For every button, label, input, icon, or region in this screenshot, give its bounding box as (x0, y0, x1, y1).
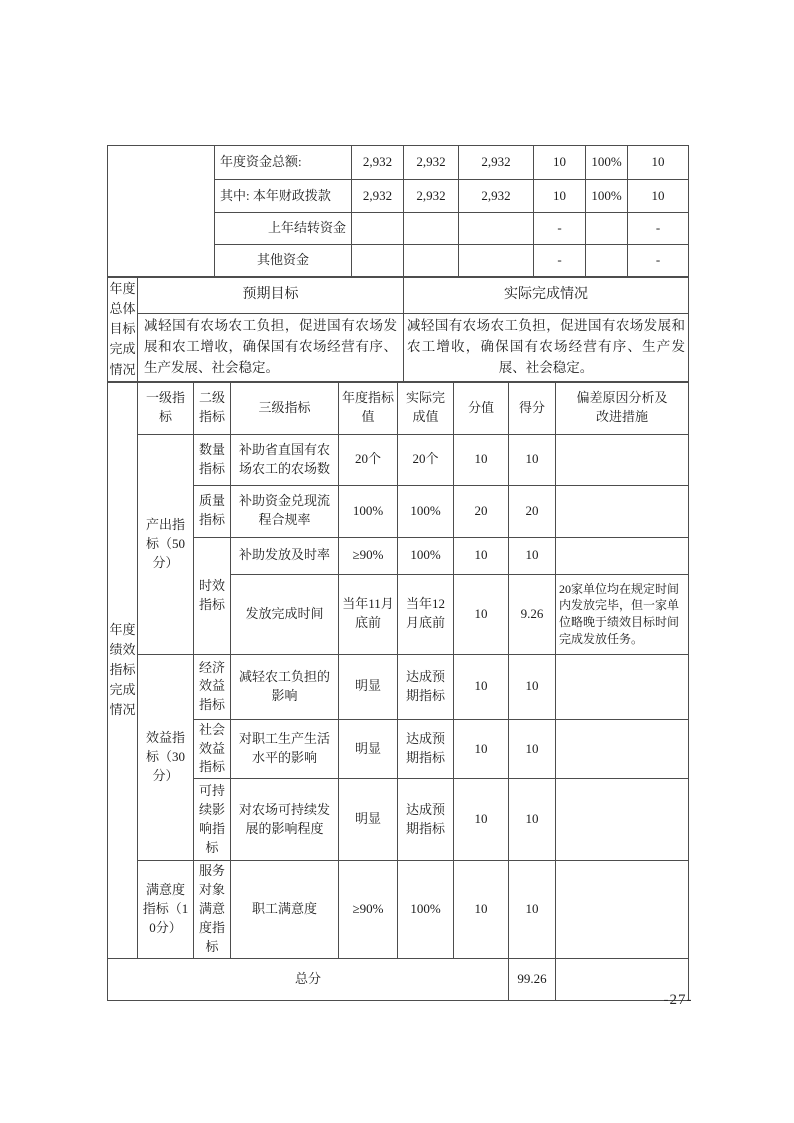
actual-completion-header: 实际完成情况 (404, 278, 689, 314)
level3-indicator: 职工满意度 (231, 861, 339, 958)
funding-rate (586, 245, 628, 277)
annual-target-value: 当年11月底前 (339, 574, 398, 654)
funding-budget-value: 2,932 (352, 180, 404, 213)
level2-indicator: 经济效益指标 (194, 654, 231, 719)
score-value: 10 (509, 537, 556, 574)
header-level2-indicator: 二级指标 (194, 382, 231, 434)
score-value: 20 (509, 485, 556, 537)
header-actual-value: 实际完成值 (398, 382, 454, 434)
score-value: 10 (509, 861, 556, 958)
annual-target-value: 明显 (339, 719, 398, 779)
actual-value: 达成预期指标 (398, 719, 454, 779)
level2-indicator: 服务对象满意度指标 (194, 861, 231, 958)
deviation-cell (556, 434, 689, 485)
performance-section (107, 382, 689, 1001)
actual-value: 达成预期指标 (398, 779, 454, 861)
deviation-cell (556, 779, 689, 861)
actual-value: 100% (398, 537, 454, 574)
funding-score: - (628, 245, 689, 277)
annual-target-value: 明显 (339, 779, 398, 861)
funding-row-label: 其他资金 (215, 245, 352, 277)
total-score-label: 总分 (108, 958, 509, 1000)
funding-section (107, 145, 689, 277)
goal-section (107, 277, 689, 382)
funding-adjusted-value (404, 213, 459, 245)
funding-row-label: 其中: 本年财政拨款 (215, 180, 352, 213)
points-value: 10 (454, 654, 509, 719)
actual-value: 达成预期指标 (398, 654, 454, 719)
level3-indicator: 对职工生产生活水平的影响 (231, 719, 339, 779)
goal-section-label: 年度总体目标完成情况 (108, 278, 138, 382)
funding-score: - (628, 213, 689, 245)
score-value: 9.26 (509, 574, 556, 654)
actual-completion-text: 减轻国有农场农工负担，促进国有农场发展和农工增收，确保国有农场经营有序、生产发展、社会稳定。 (404, 314, 689, 382)
header-level3-indicator: 三级指标 (231, 382, 339, 434)
funding-adjusted-value: 2,932 (404, 146, 459, 180)
header-deviation-analysis-text: 偏差原因分析及改进措施 (576, 390, 668, 425)
funding-adjusted-value: 2,932 (404, 180, 459, 213)
level1-satisfaction-indicator: 满意度指标（10分） (138, 861, 194, 958)
header-points: 分值 (454, 382, 509, 434)
level2-indicator: 可持续影响指标 (194, 779, 231, 861)
funding-points: - (534, 213, 586, 245)
funding-points: 10 (534, 180, 586, 213)
actual-value: 100% (398, 485, 454, 537)
deviation-cell (556, 537, 689, 574)
score-value: 10 (509, 779, 556, 861)
level2-indicator: 时效指标 (194, 537, 231, 654)
funding-lead-empty-cell (108, 146, 215, 277)
report-table (107, 145, 688, 1001)
level2-indicator: 质量指标 (194, 485, 231, 537)
score-value: 10 (509, 654, 556, 719)
score-value: 10 (509, 434, 556, 485)
level3-indicator: 补助省直国有农场农工的农场数 (231, 434, 339, 485)
deviation-cell (556, 719, 689, 779)
level2-indicator: 社会效益指标 (194, 719, 231, 779)
expected-goal-header: 预期目标 (138, 278, 404, 314)
points-value: 10 (454, 719, 509, 779)
points-value: 10 (454, 574, 509, 654)
page-number: -27- (663, 992, 693, 1008)
level1-output-indicator: 产出指标（50分） (138, 434, 194, 654)
annual-target-value: 20个 (339, 434, 398, 485)
funding-budget-value (352, 245, 404, 277)
level1-benefit-indicator: 效益指标（30分） (138, 654, 194, 861)
performance-section-label: 年度绩效指标完成情况 (108, 382, 138, 958)
funding-rate: 100% (586, 146, 628, 180)
funding-rate: 100% (586, 180, 628, 213)
funding-actual-value: 2,932 (459, 180, 534, 213)
points-value: 20 (454, 485, 509, 537)
level3-indicator: 补助资金兑现流程合规率 (231, 485, 339, 537)
level3-indicator: 补助发放及时率 (231, 537, 339, 574)
actual-value: 100% (398, 861, 454, 958)
annual-target-value: ≥90% (339, 537, 398, 574)
funding-points: 10 (534, 146, 586, 180)
score-value: 10 (509, 719, 556, 779)
annual-target-value: 明显 (339, 654, 398, 719)
actual-value: 20个 (398, 434, 454, 485)
header-score: 得分 (509, 382, 556, 434)
funding-row-label: 年度资金总额: (215, 146, 352, 180)
level3-indicator: 对农场可持续发展的影响程度 (231, 779, 339, 861)
points-value: 10 (454, 861, 509, 958)
deviation-cell: 20家单位均在规定时间内发放完毕，但一家单位略晚于绩效目标时间完成发放任务。 (556, 574, 689, 654)
annual-target-value: 100% (339, 485, 398, 537)
funding-budget-value (352, 213, 404, 245)
points-value: 10 (454, 434, 509, 485)
level2-indicator: 数量指标 (194, 434, 231, 485)
funding-actual-value (459, 213, 534, 245)
level3-indicator: 减轻农工负担的影响 (231, 654, 339, 719)
funding-actual-value: 2,932 (459, 146, 534, 180)
level3-indicator: 发放完成时间 (231, 574, 339, 654)
funding-rate (586, 213, 628, 245)
funding-actual-value (459, 245, 534, 277)
funding-row-label: 上年结转资金 (215, 213, 352, 245)
header-deviation-analysis (556, 382, 689, 434)
header-level1-indicator: 一级指标 (138, 382, 194, 434)
funding-points: - (534, 245, 586, 277)
funding-budget-value: 2,932 (352, 146, 404, 180)
annual-target-value: ≥90% (339, 861, 398, 958)
deviation-cell (556, 485, 689, 537)
points-value: 10 (454, 537, 509, 574)
header-annual-target: 年度指标值 (339, 382, 398, 434)
funding-score: 10 (628, 146, 689, 180)
actual-value: 当年12月底前 (398, 574, 454, 654)
funding-adjusted-value (404, 245, 459, 277)
funding-score: 10 (628, 180, 689, 213)
deviation-cell (556, 861, 689, 958)
deviation-cell (556, 654, 689, 719)
expected-goal-text: 减轻国有农场农工负担，促进国有农场发展和农工增收，确保国有农场经营有序、生产发展、社会稳定。 (138, 314, 404, 382)
points-value: 10 (454, 779, 509, 861)
total-score-value: 99.26 (509, 958, 556, 1000)
